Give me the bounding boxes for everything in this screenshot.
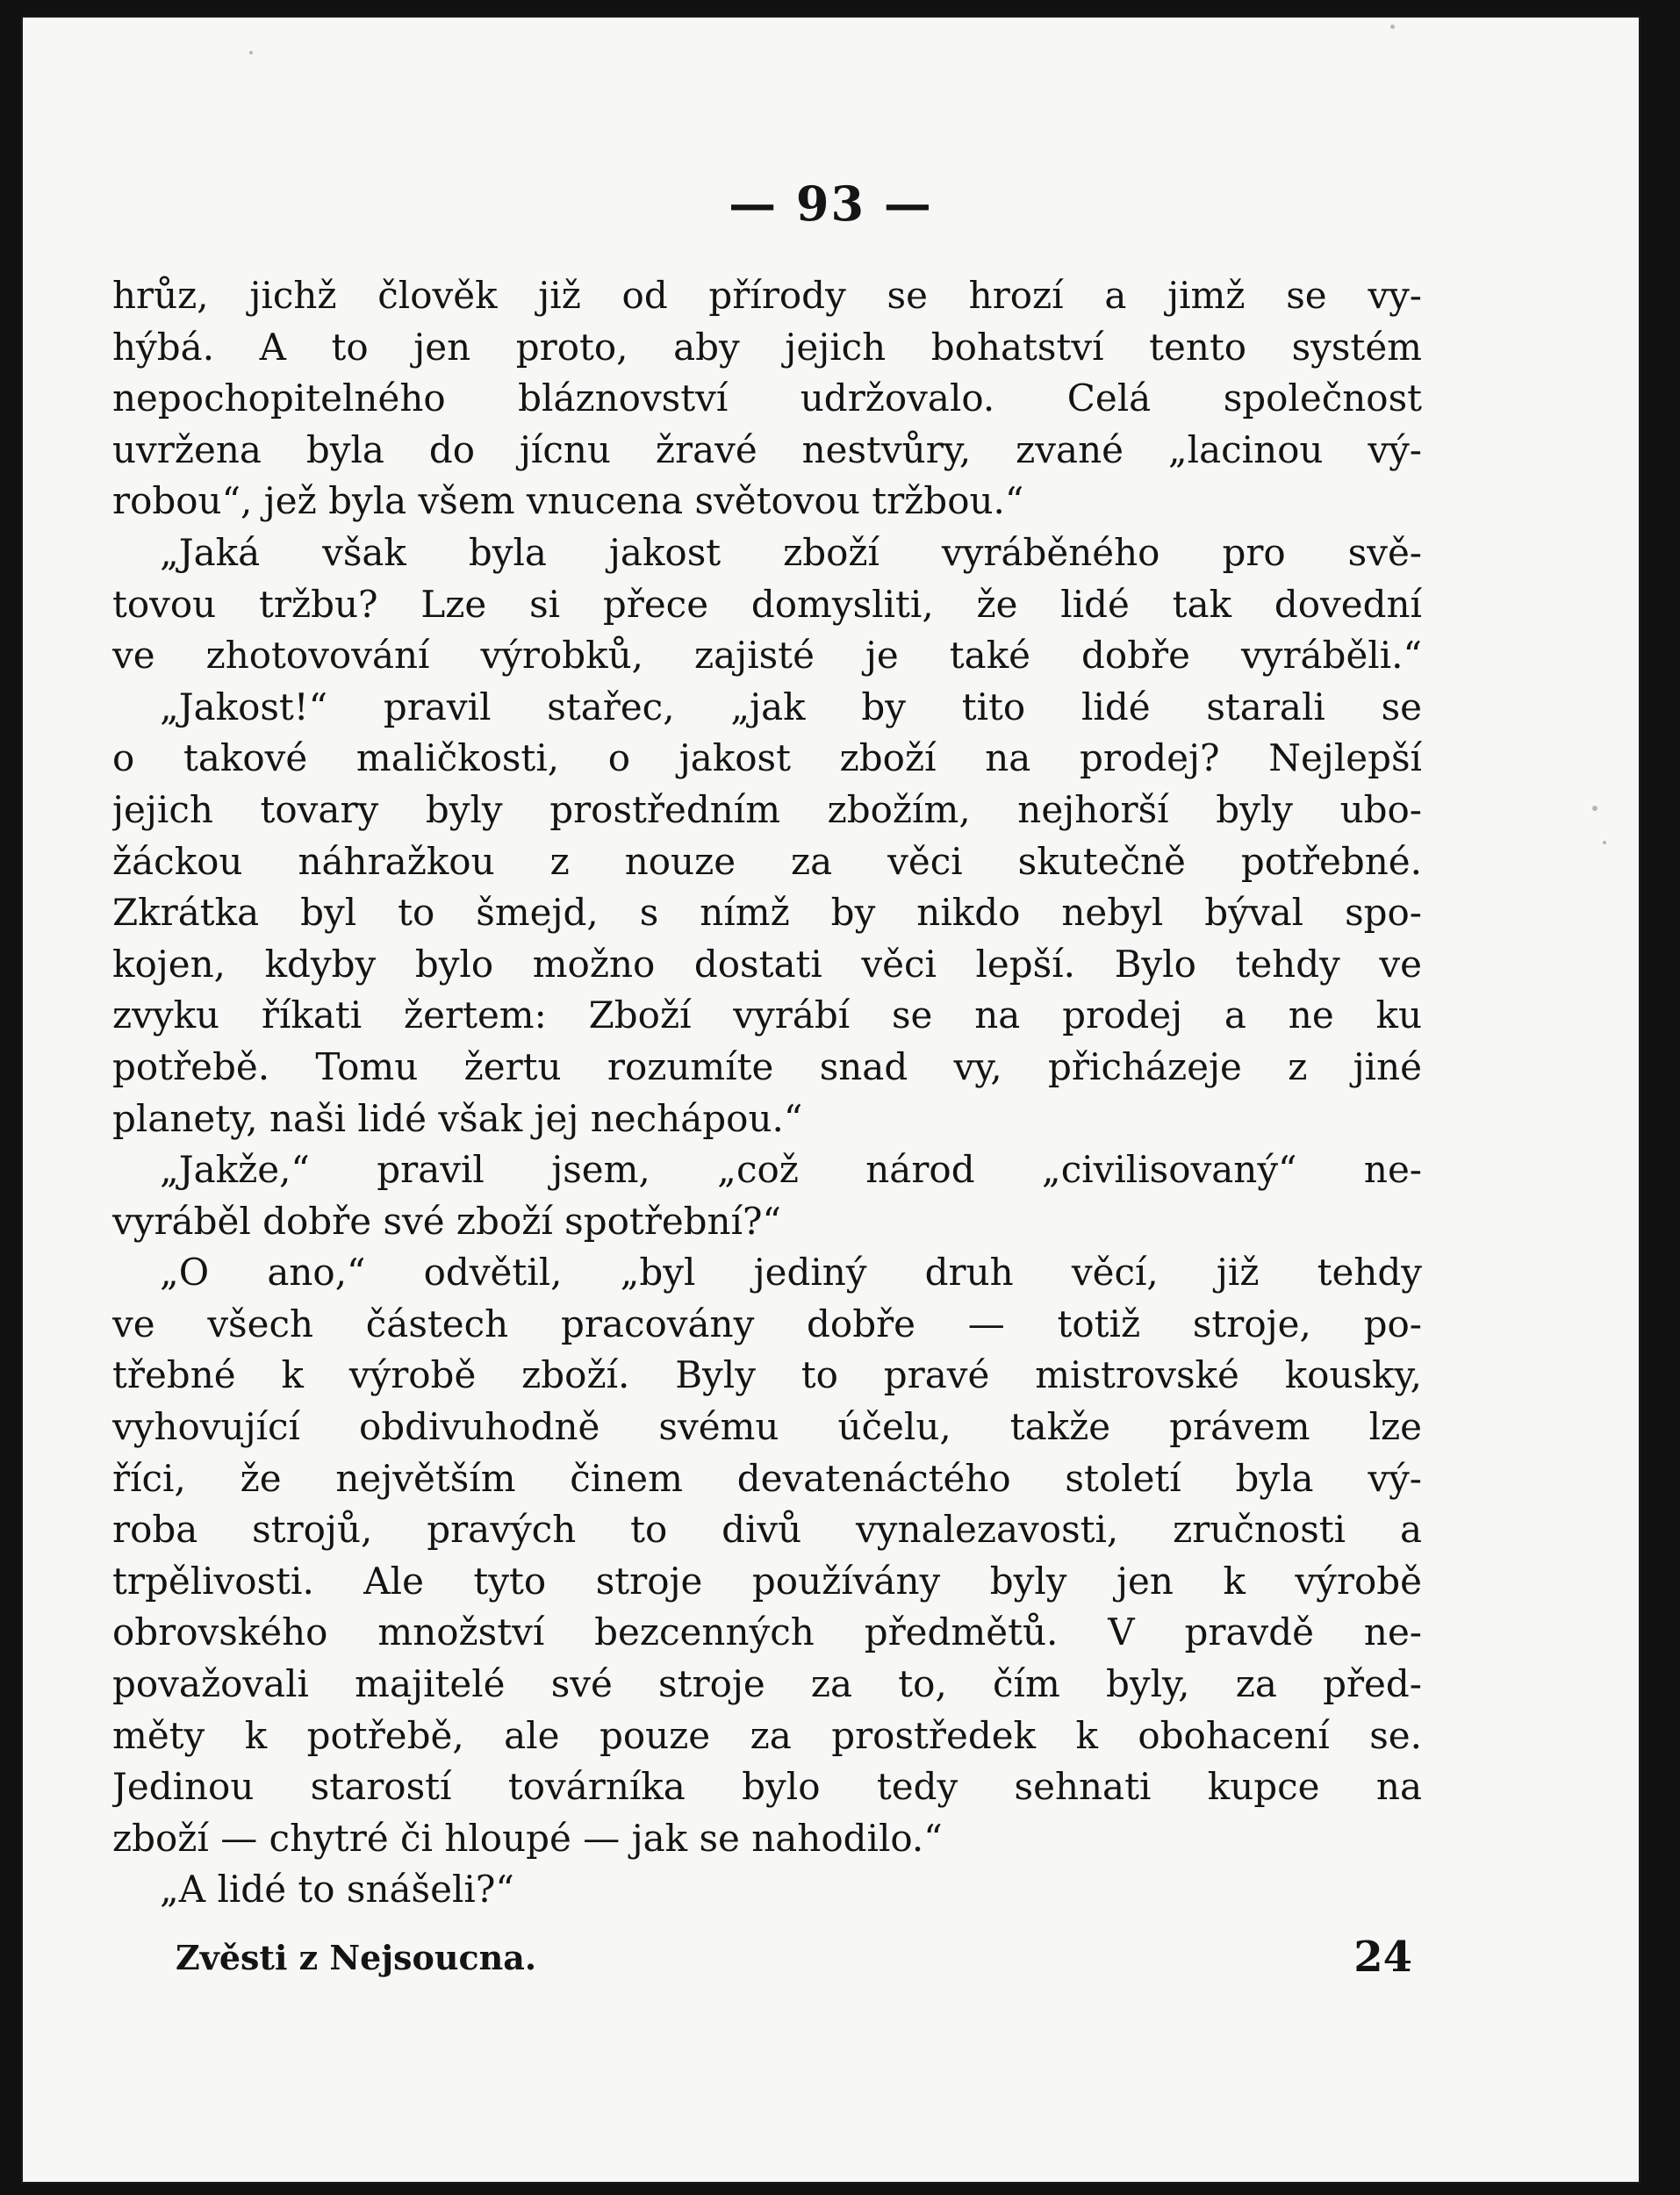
text-line: ve zhotovování výrobků, zajisté je také dobře vyráběli.“ [112,634,1422,678]
text-line: ve všech částech pracovány dobře — totiž stroje, po- [112,1302,1422,1345]
scan-speck [1603,841,1606,844]
text-line: kojen, kdyby bylo možno dostati věci lepší. Bylo tehdy ve [112,942,1422,986]
text-line: o takové maličkosti, o jakost zboží na prodej? Nejlepší [112,736,1422,780]
text-line: planety, naši lidé však jej nechápou.“ [112,1096,803,1140]
footer-title: Zvěsti z Nejsoucna. [176,1938,537,1977]
body-text [112,270,1422,1916]
text-line: hrůz, jichž člověk již od přírody se hrozí a jimž se vy- [112,274,1422,317]
text-line: zvyku říkati žertem: Zboží vyrábí se na prodej a ne ku [112,993,1422,1037]
text-line: „Jaká však byla jakost zboží vyráběného pro svě- [160,530,1422,574]
text-line: tovou tržbu? Lze si přece domysliti, že lidé tak dovední [112,582,1422,626]
text-line: říci, že největším činem devatenáctého století byla vý- [112,1456,1422,1500]
text-line: zboží — chytré či hloupé — jak se nahodilo.“ [112,1816,943,1860]
text-line: považovali majitelé své stroje za to, čím byly, za před- [112,1662,1422,1706]
text-line: hýbá. A to jen proto, aby jejich bohatství tento systém [112,325,1422,369]
text-line: roba strojů, pravých to divů vynalezavosti, zručnosti a [112,1508,1422,1552]
book-page [21,16,1641,2184]
text-line: vyhovující obdivuhodně svému účelu, takže právem lze [112,1405,1422,1449]
page-number: — 93 — [729,176,933,232]
text-line: robou“, jež byla všem vnucena světovou tržbou.“ [112,479,1024,523]
text-line: obrovského množství bezcenných předmětů. V pravdě ne- [112,1610,1422,1654]
scan-speck [1592,806,1597,811]
text-line: „A lidé to snášeli?“ [160,1868,514,1912]
scan-speck [1390,25,1395,29]
signature-mark: 24 [1353,1933,1412,1982]
text-line: Zkrátka byl to šmejd, s nímž by nikdo nebyl býval spo- [112,891,1422,935]
text-line: třebné k výrobě zboží. Byly to pravé mistrovské kousky, [112,1353,1422,1397]
scan-speck [249,51,253,54]
text-line: „Jakost!“ pravil stařec, „jak by tito lidé starali se [160,685,1422,728]
text-line: potřebě. Tomu žertu rozumíte snad vy, přicházeje z jiné [112,1044,1422,1088]
page-footer [176,1933,1491,1991]
text-line: nepochopitelného bláznovství udržovalo. Celá společnost [112,377,1422,420]
text-line: „O ano,“ odvětil, „byl jediný druh věcí, již tehdy [160,1251,1422,1295]
text-line: Jedinou starostí továrníka bylo tedy sehnati kupce na [112,1765,1422,1809]
text-line: vyráběl dobře své zboží spotřební?“ [112,1199,782,1243]
text-line: žáckou náhražkou z nouze za věci skutečně potřebné. [112,839,1422,883]
text-line: měty k potřebě, ale pouze za prostředek k obohacení se. [112,1713,1422,1757]
text-line: trpělivosti. Ale tyto stroje používány byly jen k výrobě [112,1559,1422,1603]
text-line: jejich tovary byly prostředním zbožím, nejhorší byly ubo- [112,787,1422,831]
text-line: uvržena byla do jícnu žravé nestvůry, zvané „lacinou vý- [112,427,1422,471]
text-line: „Jakže,“ pravil jsem, „což národ „civilisovaný“ ne- [160,1148,1422,1192]
